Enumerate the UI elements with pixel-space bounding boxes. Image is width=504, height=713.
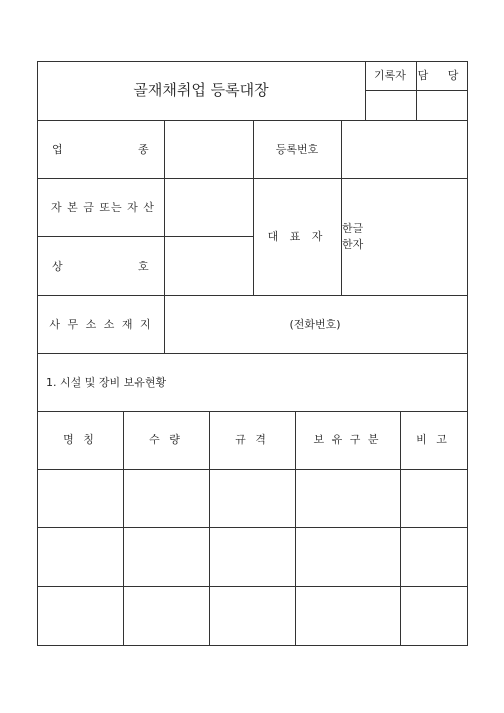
line-eq-row1-bottom [37,527,467,528]
line-title-bottom [37,120,467,121]
line-approval-left [365,61,366,120]
representative-label: 대 표 자 [267,230,327,243]
line-eq-col2 [209,411,210,645]
business-type-label-b: 종 [138,143,149,156]
eq-header-name: 명 칭 [63,433,97,446]
form-title: 골재채취업 등록대장 [133,81,269,99]
hanja-label: 한자 [342,238,364,251]
line-top [37,61,467,62]
line-col-label-right [164,120,165,353]
line-eq-col4 [400,411,401,645]
line-right [467,61,468,646]
section-title: 1. 시설 및 장비 보유현황 [46,376,167,389]
recorder-label: 기록자 [374,69,406,82]
line-row3-bottom [37,295,467,296]
eq-header-spec: 규 격 [235,433,269,446]
line-row4-bottom [37,353,467,354]
line-eq-col1 [123,411,124,645]
line-eq-row2-bottom [37,586,467,587]
phone-label: (전화번호) [289,318,341,331]
trade-name-label-a: 상 [52,260,63,273]
manager-label: 담 당 [417,69,467,82]
line-left [37,61,38,646]
line-section-bottom [37,411,467,412]
office-location-label: 사 무 소 소 재 지 [49,318,153,331]
eq-header-remarks: 비 고 [416,433,450,446]
line-col-value-right [253,120,254,295]
hangul-label: 한글 [342,222,364,235]
trade-name-label-b: 호 [138,260,149,273]
line-row1-bottom [37,178,467,179]
eq-header-ownership: 보 유 구 분 [313,433,381,446]
line-row2-bottom [37,236,253,237]
line-bottom [37,645,468,646]
business-type-label-a: 업 [52,143,63,156]
capital-label: 자 본 금 또는 자 산 [51,201,155,214]
line-eq-col3 [295,411,296,645]
reg-no-label: 등록번호 [275,143,319,156]
line-col-label2-right [341,120,342,295]
line-eq-header-bottom [37,469,467,470]
eq-header-quantity: 수 량 [149,433,183,446]
